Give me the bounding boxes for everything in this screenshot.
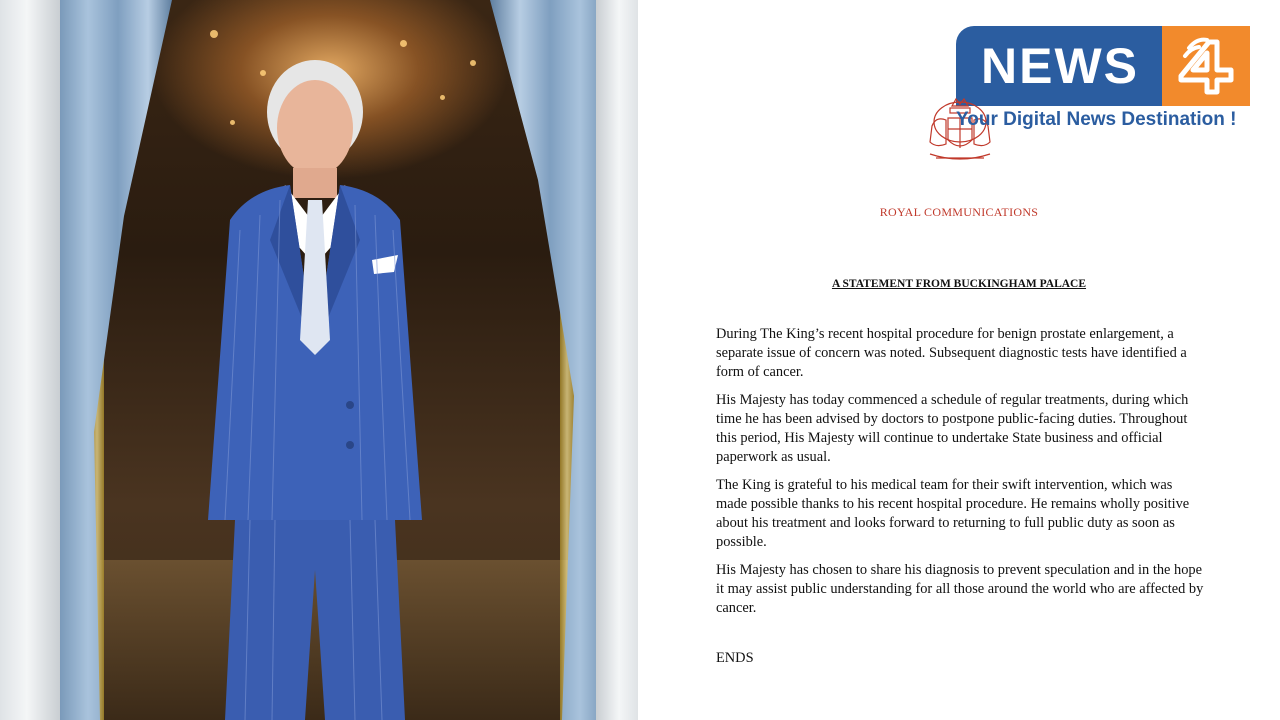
statement-body [716, 325, 1206, 627]
statement-paragraph: During The King’s recent hospital procedure for benign prostate enlargement, a separate issue of concern was noted. Subsequent diagnostic tests have identified a form of cancer. [716, 326, 1187, 380]
logo-tagline: Your Digital News Destination ! [956, 109, 1237, 130]
standing-figure [190, 50, 440, 720]
portrait-photo [0, 0, 638, 720]
statement-title: A STATEMENT FROM BUCKINGHAM PALACE [831, 278, 1087, 290]
number-4-icon [1171, 34, 1241, 98]
logo-news-block [956, 26, 1164, 106]
logo-text: NEWS [981, 38, 1139, 94]
light-bokeh [210, 30, 218, 38]
light-bokeh [440, 95, 445, 100]
door-frame-left [0, 0, 60, 720]
door-frame-right [596, 0, 638, 720]
statement-paragraph: His Majesty has today commenced a schedule of regular treatments, during which time he has been advised by doctors to postpone public-facing duties. Throughout this period, His Majesty will continue to undertake State business and official paperwork as usual. [716, 392, 1189, 465]
statement-closing: ENDS [716, 650, 754, 666]
statement-paragraph: His Majesty has chosen to share his diagnosis to prevent speculation and in the hope it may assist public understanding for all those around the world who are affected by cancer. [716, 562, 1204, 616]
royal-crest-icon [918, 96, 1002, 168]
logo-number-block [1162, 26, 1250, 106]
letter-header: ROYAL COMMUNICATIONS [879, 205, 1039, 219]
light-bokeh [400, 40, 407, 47]
statement-paragraph: The King is grateful to his medical team for their swift intervention, which was made possible thanks to his recent hospital procedure. He remains wholly positive about his treatment and looks forward to returning to full public duty as soon as possible. [716, 477, 1190, 550]
light-bokeh [470, 60, 476, 66]
